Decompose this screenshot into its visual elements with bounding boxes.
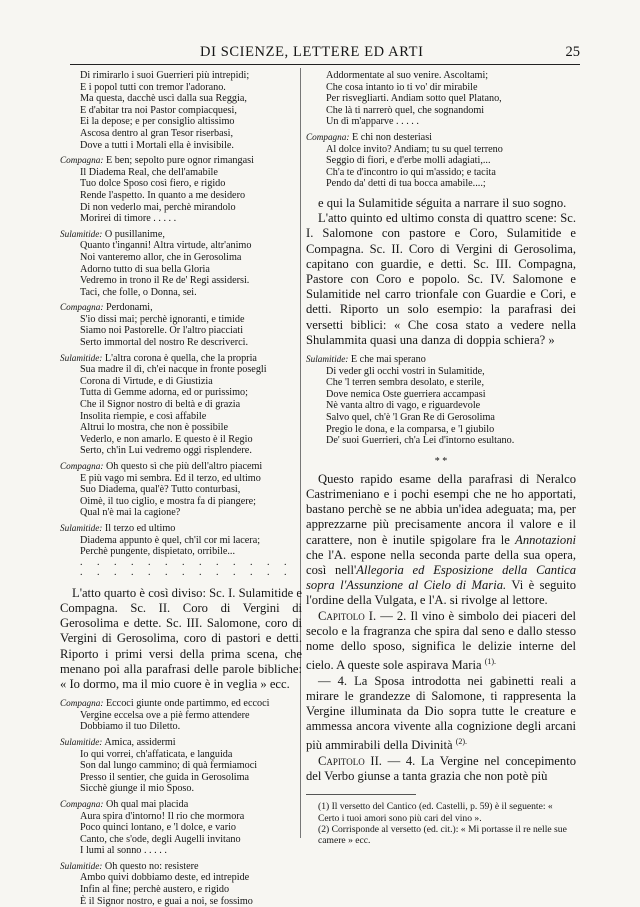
verse-line: Pendo da' detti di tua bocca amabile....; xyxy=(326,178,486,190)
verse-line: Adorno tutto di sua bella Gloria xyxy=(80,263,210,275)
verse-line: Presso il sentier, che guida in Gerosolima xyxy=(80,771,250,783)
verse-line: Poco quinci lontano, e 'l dolce, e vario xyxy=(80,822,237,834)
ellipsis-row: . . . . . . . . . . . . . . . . . . . . . . . . . . xyxy=(80,556,293,578)
verse-line: Aura spira d'intorno! Il rio che mormora xyxy=(80,810,245,822)
verse-line: Taci, che folle, o Donna, sei. xyxy=(80,286,197,298)
verse-line: Perchè pungente, dispietato, orribile... xyxy=(80,546,236,558)
verse-line: De' suoi Guerrieri, ch'a Lei d'intorno esultano. xyxy=(326,435,515,447)
section-stars: * * xyxy=(434,455,448,467)
verse-block xyxy=(306,366,576,447)
verse-line: Di veder gli occhi vostri in Sulamitide, xyxy=(326,365,485,377)
verse-line: Che il Signor nostro di beltà e di grazia xyxy=(80,399,241,411)
verse-line: Insolita riempie, e così affabile xyxy=(80,410,207,422)
verse-line: S'io dissi mai; perchè ignoranti, e timide xyxy=(80,313,245,325)
verse-block xyxy=(60,473,302,519)
paragraph: Capitolo II. — 4. La Vergine nel concepimento del Verbo giunse a tanta grazia che non potè più xyxy=(306,753,576,783)
verse-line: I lumi al sonno . . . . . xyxy=(80,845,167,857)
verse-line: Corona di Virtude, e di Giustizia xyxy=(80,375,213,387)
chapter-label: Capitolo II. xyxy=(318,753,382,768)
verse-line: Nè vanta altro di vago, e riguardevole xyxy=(326,400,481,412)
speaker-line: Compagna: Oh qual mai placida xyxy=(60,798,189,810)
verse-line: Il Diadema Real, che dell'amabile xyxy=(80,166,218,178)
paragraph: e qui la Sulamitide séguita a narrare il suo sogno. xyxy=(318,195,567,210)
verse-line: Addormentate al suo venire. Ascoltami; xyxy=(326,70,489,81)
verse-block xyxy=(60,811,302,857)
verse-block xyxy=(60,535,302,558)
chapter-label: Capitolo I. xyxy=(318,608,377,623)
speaker-line: Compagna: E ben; sepolto pure ognor rimangasi xyxy=(60,155,254,167)
verse-line: Serto immortal del nostro Re descriverci. xyxy=(80,337,249,349)
verse-line: Rende l'aspetto. In quanto a me desidero xyxy=(80,189,246,201)
verse-line: Noi vanteremo allor, che in Gerosolima xyxy=(80,251,242,263)
verse-line: Quanto t'inganni! Altra virtude, altr'animo xyxy=(80,240,252,252)
header-rule xyxy=(70,64,580,65)
verse-line: Di non vederlo mai, perchè mirandolo xyxy=(80,201,236,213)
verse-line: Ascosa dentro al gran Tesor riserbasi, xyxy=(80,127,233,139)
verse-line: Vedremo in trono il Re de' Regi assidersi. xyxy=(80,275,250,287)
verse-line: Che 'l terren sembra desolato, e sterile, xyxy=(326,377,484,389)
left-column xyxy=(60,70,302,907)
verse-line: Altrui lo mostra, che non è possibile xyxy=(80,422,228,434)
paragraph: Questo rapido esame della parafrasi di Neralco Castrimeniano e i pochi esempi che ne ho apportati, bastano perchè se ne abbia un'idea adeguata; ma, per apprezzarne più precisamente ancora il valore e il carattere, non è inutile spigolare fra le Annotazioni che l'A. espone nella seconda parte della sua opera, così nell'Allegoria ed Esposizione della Cantica sopra l'Assunzione al Cielo di Maria. Vi è seguito l'ordine della Vulgata, e l'A. si rivolge al lettore. xyxy=(306,471,577,608)
verse-line: Che cosa intanto io ti vo' dir mirabile xyxy=(326,81,478,93)
speaker-line: Sulamitide: L'altra corona è quella, che la propria xyxy=(60,352,257,364)
verse-block xyxy=(60,70,302,151)
verse-line: E i popol tutti con tremor l'adorano. xyxy=(80,81,226,93)
footnote-ref: (2). xyxy=(455,737,468,747)
verse-line: Al dolce invito? Andiam; tu su quel terreno xyxy=(326,143,503,155)
verse-line: Che là ti narrerò quel, che sognandomi xyxy=(326,104,485,116)
verse-line: Siamo noi Pastorelle. Or l'altro piacciati xyxy=(80,325,244,337)
verse-line: Qual n'è mai la cagione? xyxy=(80,507,181,519)
verse-line: Infin al fine; perchè austero, e rigido xyxy=(80,884,230,896)
speaker-line: Sulamitide: O pusillanime, xyxy=(60,228,165,240)
verse-line: Oimè, il tuo ciglio, e mostra fa di piangere; xyxy=(80,495,256,507)
verse-line: E più vago mi sembra. Ed il terzo, ed ultimo xyxy=(80,472,261,484)
right-column xyxy=(306,70,576,847)
verse-line: Serto, ch'in Lui vedremo oggi risplendere. xyxy=(80,445,252,457)
verse-line: Salvo quel, ch'è 'l Gran Re di Gerosolima xyxy=(326,411,495,423)
verse-block xyxy=(306,70,576,128)
verse-line: Per risvegliarti. Andiam sotto quel Platano, xyxy=(326,93,502,105)
verse-block xyxy=(60,364,302,457)
speaker-line: Sulamitide: Oh questo no: resistere xyxy=(60,860,199,872)
verse-line: Dove nemica Oste guerriera accampasi xyxy=(326,388,486,400)
speaker-line: Sulamitide: Il terzo ed ultimo xyxy=(60,522,176,534)
verse-line: Un dì m'apparve . . . . . xyxy=(326,116,419,128)
verse-line: Dove a tutti i Mortali ella è invisibile. xyxy=(80,139,234,151)
verse-line: Pregio le dona, e la comparsa, e 'l giubilo xyxy=(326,423,495,435)
verse-line: Canto, che s'ode, degli Augelli invitano xyxy=(80,833,241,845)
verse-line: Ch'a te d'incontro io qui m'assido; e tacita xyxy=(326,166,496,178)
footnote: (1) Il versetto del Cantico (ed. Castelli, p. 59) è il seguente: « Certo i tuoi amori sono più cari del vino ». xyxy=(318,801,553,824)
verse-line: Vederlo, e non amarlo. E questo è il Regio xyxy=(80,433,253,445)
verse-block xyxy=(60,872,302,907)
footnote: (2) Corrisponde al versetto (ed. cit.): « Mi portasse il re nelle sue camere » ecc. xyxy=(318,823,567,847)
verse-line: Di rimirarlo i suoi Guerrieri più intrepidi; xyxy=(80,70,250,81)
speaker-line: Compagna: Perdonami, xyxy=(60,302,153,314)
verse-line: Ei la depose; e per consiglio altissimo xyxy=(80,116,235,128)
verse-line: E d'abitar tra noi Pastor compiacquesi, xyxy=(80,104,237,116)
verse-line: Morirei di timore . . . . . xyxy=(80,213,177,225)
verse-line: Diadema appunto è quel, ch'il cor mi lacera; xyxy=(80,534,261,546)
verse-block xyxy=(60,710,302,733)
verse-block xyxy=(60,314,302,349)
footnote-ref: (1). xyxy=(484,657,497,667)
verse-line: Ma questa, dacchè uscì dalla sua Reggia, xyxy=(80,93,247,105)
verse-line: Seggio di fiori, e d'erbe molli adagiati,... xyxy=(326,155,491,167)
running-header xyxy=(70,44,580,64)
speaker-line: Compagna: Oh questo sì che più dell'altro piacemi xyxy=(60,461,263,472)
verse-line: Sua madre il dì, ch'ei nacque in fronte posegli xyxy=(80,364,267,376)
verse-line: Ambo quivi dobbiamo deste, ed intrepide xyxy=(80,872,250,884)
verse-block xyxy=(60,749,302,795)
speaker-line: Sulamitide: Amica, assidermi xyxy=(60,736,176,748)
verse-block xyxy=(306,144,576,190)
verse-line: Tuo dolce Sposo così fiero, e rigido xyxy=(80,178,226,190)
page-number: 25 xyxy=(565,44,580,60)
verse-block xyxy=(60,167,302,225)
speaker-line: Sulamitide: E che mai sperano xyxy=(306,353,426,365)
speaker-line: Compagna: Eccoci giunte onde partimmo, ed eccoci xyxy=(60,698,270,710)
running-title: DI SCIENZE, LETTERE ED ARTI xyxy=(200,44,424,60)
verse-line: Suo Diadema, qual'è? Tutto conturbasi, xyxy=(80,484,241,496)
speaker-line: Compagna: E chi non desteriasi xyxy=(306,131,432,143)
paragraph: L'atto quarto è così diviso: Sc. I. Sulamitide e Compagna. Sc. II. Coro di Vergini di Gerosolima e dette. Sc. III. Salomone, coro di Vergini di Gerosolima, coro di pastori e detti. Riporto i primi versi della prima scena, che menano poi alla parafrasi delle parole bibliche: « Io dormo, ma il mio cuore è in veglia » ecc. xyxy=(60,585,302,691)
verse-line: Vergine eccelsa ove a piè fermo attendere xyxy=(80,709,250,721)
verse-line: Dobbiamo il tuo Diletto. xyxy=(80,721,181,733)
verse-line: Son dal lungo cammino; di quà fermiamoci xyxy=(80,760,258,772)
paragraph: L'atto quinto ed ultimo consta di quattro scene: Sc. I. Salomone con pastore e Coro, Sulamitide e Compagna. Sc. II. Coro di Vergini di Gerosolima, capitano con guardie, e detti. Sc. III. Compagna, Pastore con Coro e popolo. Sc. IV. Salomone e Sulamitide nel carro trionfale con Guardie e Cori, e detti. Riporto un solo esempio: la parafrasi dei versetti biblici: « Che cosa stato a vedere nella Shulammita quasi una danza di doppia schiera? » xyxy=(306,211,576,347)
verse-line: È il Signor nostro, e guai a noi, se fossimo xyxy=(80,895,253,907)
verse-line: Sicchè giunge il mio Sposo. xyxy=(80,783,195,795)
verse-block xyxy=(60,240,302,298)
paragraph: Capitolo I. — 2. Il vino è simbolo dei piaceri del secolo e la fragranza che spira dal seno e dallo stesso nome dello sposo, significa le delizie interne del cielo. A queste sole aspirava Maria $^{(1).}$ xyxy=(306,608,576,673)
paragraph: — 4. La Sposa introdotta nei gabinetti reali a mirare le grandezze di Salomone, ti rappresenta la Vergine illuminata da Dio sopra tutte le creature e ammessa ancora vivente alla cognizione degli arcani più ammirabili della Divinità $^{(2).}$ xyxy=(306,673,576,753)
footnote-rule xyxy=(306,794,416,795)
verse-line: Io qui vorrei, ch'affaticata, e languida xyxy=(80,748,233,760)
verse-line: Tutta di Gemme adorna, ed or purissimo; xyxy=(80,387,248,399)
